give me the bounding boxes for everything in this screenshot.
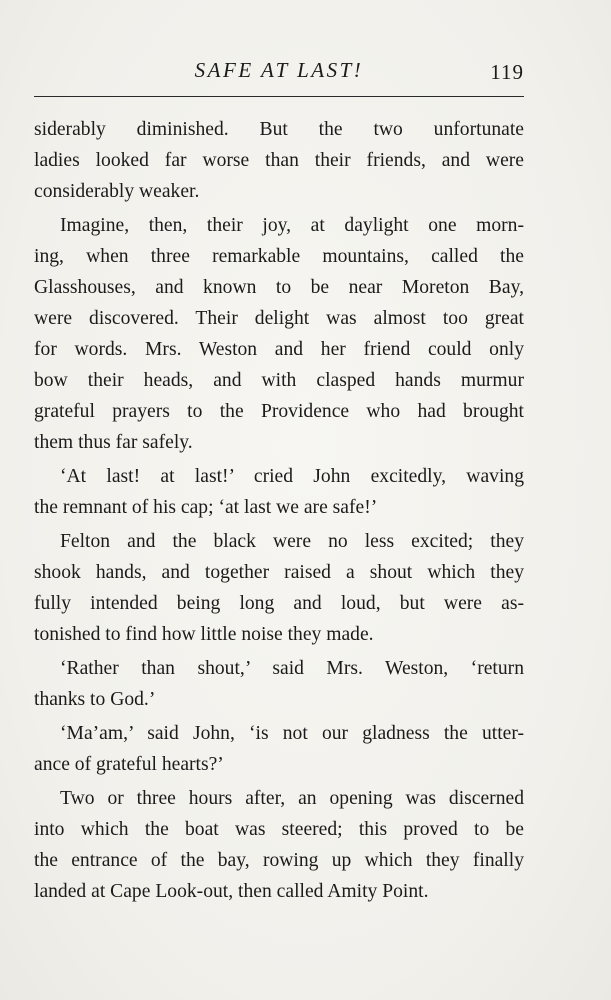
- text-line: ance of grateful hearts?’: [34, 754, 224, 775]
- text-line: the remnant of his cap; ‘at last we are safe!’: [34, 497, 378, 518]
- text-line: siderably diminished. But the two unfortunate: [34, 119, 524, 140]
- text-line: were discovered. Their delight was almost too great: [34, 308, 524, 329]
- text-line: Felton and the black were no less excited; they: [60, 531, 524, 552]
- text-line: ‘Rather than shout,’ said Mrs. Weston, ‘return: [60, 658, 524, 679]
- paragraph: [34, 114, 524, 207]
- text-line: landed at Cape Look-out, then called Amity Point.: [34, 881, 429, 902]
- text-line: fully intended being long and loud, but were as-: [34, 593, 524, 614]
- text-line: grateful prayers to the Providence who had brought: [34, 401, 524, 422]
- text-line: thanks to God.’: [34, 689, 156, 710]
- paragraph: [34, 718, 524, 780]
- text-line: into which the boat was steered; this proved to be: [34, 819, 524, 840]
- paragraph: [34, 653, 524, 715]
- text-line: ‘At last! at last!’ cried John excitedly, waving: [60, 466, 524, 487]
- text-line: Two or three hours after, an opening was discerned: [60, 788, 524, 809]
- text-line: Imagine, then, their joy, at daylight one morn-: [60, 215, 524, 236]
- text-line: the entrance of the bay, rowing up which they finally: [34, 850, 524, 871]
- page-number: 119: [490, 60, 524, 84]
- paragraph: [34, 210, 524, 458]
- chapter-title: SAFE AT LAST!: [194, 58, 364, 82]
- text-line: ladies looked far worse than their friends, and were: [34, 150, 524, 171]
- text-line: Glasshouses, and known to be near Moreton Bay,: [34, 277, 524, 298]
- text-line: ing, when three remarkable mountains, called the: [34, 246, 524, 267]
- body-text: [34, 114, 524, 910]
- text-line: considerably weaker.: [34, 181, 200, 202]
- text-line: tonished to find how little noise they made.: [34, 624, 374, 645]
- running-head: [34, 58, 524, 92]
- text-line: for words. Mrs. Weston and her friend could only: [34, 339, 524, 360]
- paragraph: [34, 526, 524, 650]
- header-rule: [34, 96, 524, 97]
- text-line: them thus far safely.: [34, 432, 193, 453]
- text-line: ‘Ma’am,’ said John, ‘is not our gladness the utter-: [60, 723, 524, 744]
- text-line: shook hands, and together raised a shout which they: [34, 562, 524, 583]
- text-line: bow their heads, and with clasped hands murmur: [34, 370, 524, 391]
- paragraph: [34, 783, 524, 907]
- paragraph: [34, 461, 524, 523]
